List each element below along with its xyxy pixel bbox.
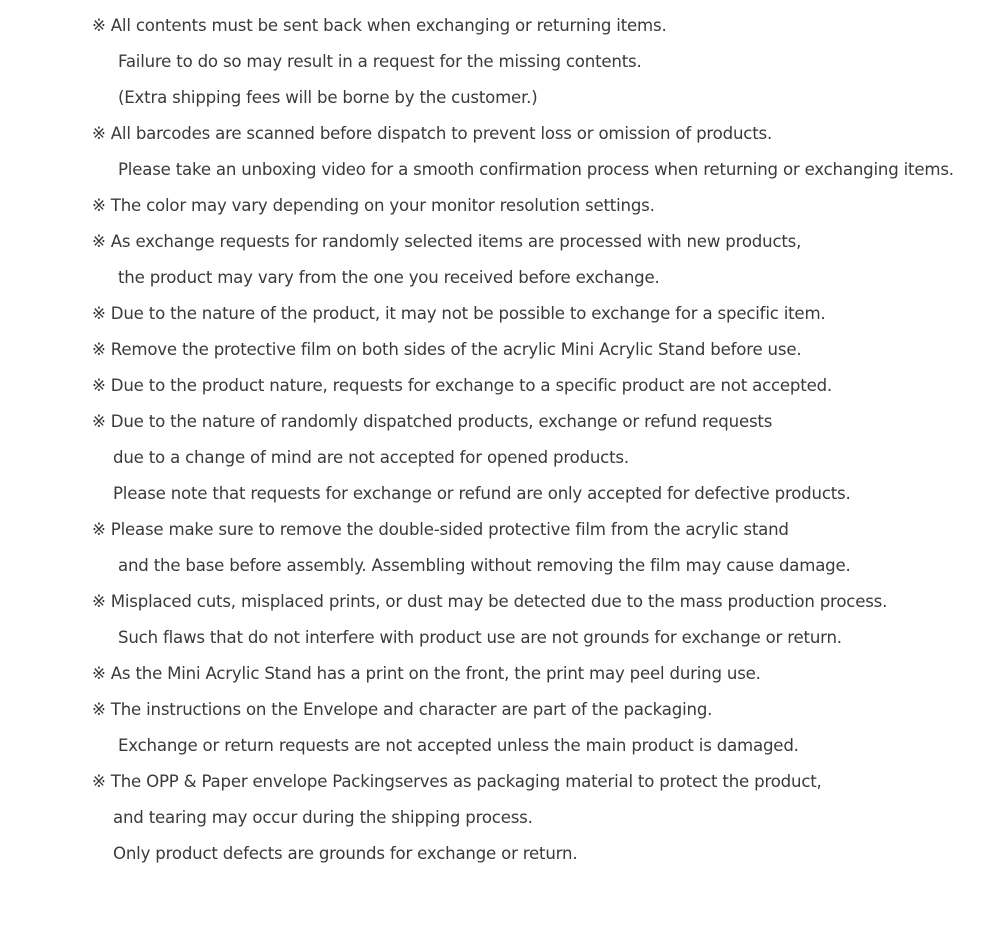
notice-line: (Extra shipping fees will be borne by the customer.) xyxy=(118,88,538,107)
notice-line: ※ Please make sure to remove the double-sided protective film from the acrylic stand xyxy=(92,520,789,539)
notice-line: Failure to do so may result in a request for the missing contents. xyxy=(118,52,642,71)
notice-line: Please take an unboxing video for a smooth confirmation process when returning or exchanging items. xyxy=(118,160,954,179)
notice-line: the product may vary from the one you received before exchange. xyxy=(118,268,660,287)
notice-line: ※ The OPP & Paper envelope Packingserves as packaging material to protect the product, xyxy=(92,772,822,791)
notice-line: ※ The color may vary depending on your monitor resolution settings. xyxy=(92,196,655,215)
notice-line: ※ As the Mini Acrylic Stand has a print on the front, the print may peel during use. xyxy=(92,664,761,683)
notice-line: Such flaws that do not interfere with product use are not grounds for exchange or return. xyxy=(118,628,842,647)
notice-line: ※ Due to the nature of the product, it may not be possible to exchange for a specific item. xyxy=(92,304,826,323)
notice-line: Please note that requests for exchange or refund are only accepted for defective products. xyxy=(113,484,851,503)
notice-line: and the base before assembly. Assembling without removing the film may cause damage. xyxy=(118,556,851,575)
notice-line: Exchange or return requests are not accepted unless the main product is damaged. xyxy=(118,736,799,755)
notice-line: and tearing may occur during the shipping process. xyxy=(113,808,533,827)
notice-line: ※ All contents must be sent back when exchanging or returning items. xyxy=(92,16,667,35)
notice-line: Only product defects are grounds for exchange or return. xyxy=(113,844,578,863)
notice-line: ※ Due to the nature of randomly dispatched products, exchange or refund requests xyxy=(92,412,773,431)
notice-line: ※ Remove the protective film on both sides of the acrylic Mini Acrylic Stand before use. xyxy=(92,340,802,359)
notice-line: ※ Due to the product nature, requests for exchange to a specific product are not accepted. xyxy=(92,376,832,395)
notice-line: ※ Misplaced cuts, misplaced prints, or dust may be detected due to the mass production process. xyxy=(92,592,888,611)
notice-line: due to a change of mind are not accepted for opened products. xyxy=(113,448,629,467)
notice-text-block xyxy=(92,8,997,872)
notice-line: ※ All barcodes are scanned before dispatch to prevent loss or omission of products. xyxy=(92,124,773,143)
notice-line: ※ As exchange requests for randomly selected items are processed with new products, xyxy=(92,232,802,251)
notice-line: ※ The instructions on the Envelope and character are part of the packaging. xyxy=(92,700,713,719)
